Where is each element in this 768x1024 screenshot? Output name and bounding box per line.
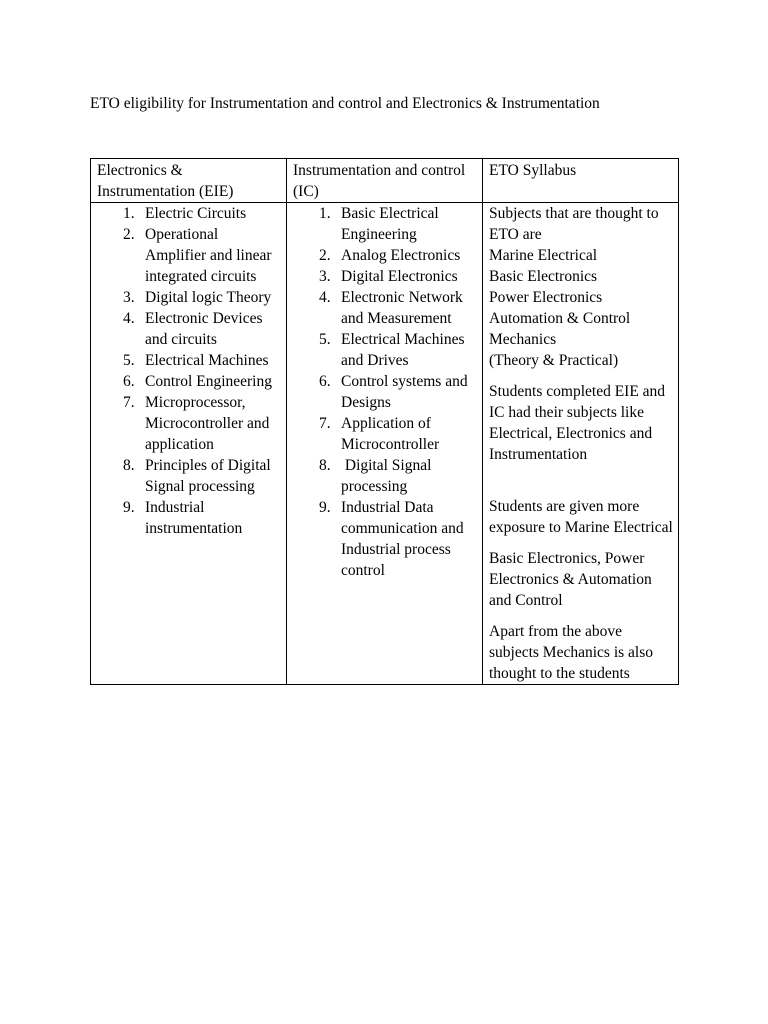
list-item — [123, 392, 282, 455]
list-number: 6. — [319, 373, 331, 390]
list-number: 5. — [319, 331, 331, 348]
subject-label: Digital Electronics — [341, 268, 458, 285]
eie-cell — [91, 203, 287, 685]
list-item — [123, 350, 282, 371]
eto-syllabus-cell — [483, 203, 679, 685]
list-item — [319, 266, 478, 287]
eto-subject-line: (Theory & Practical) — [489, 352, 619, 369]
list-number: 5. — [123, 352, 135, 369]
subject-label: Industrial Data communication and Industrial process control — [341, 499, 464, 579]
list-item — [123, 224, 282, 287]
list-number: 7. — [123, 394, 135, 411]
list-number: 7. — [319, 415, 331, 432]
eto-subject-line: Marine Electrical — [489, 247, 598, 264]
ic-subject-list — [293, 203, 478, 581]
list-number: 6. — [123, 373, 135, 390]
eto-subject-line: Automation & Control Mechanics — [489, 310, 631, 348]
list-number: 4. — [123, 310, 135, 327]
list-number: 9. — [123, 499, 135, 516]
subject-label: Electrical Machines and Drives — [341, 331, 465, 369]
subject-label: Electronic Network and Measurement — [341, 289, 463, 327]
page-title: ETO eligibility for Instrumentation and control and Electronics & Instrumentation — [90, 95, 600, 112]
list-number: 2. — [319, 247, 331, 264]
list-item — [123, 455, 282, 497]
list-item — [319, 497, 478, 581]
list-item — [123, 287, 282, 308]
subject-label: Control systems and Designs — [341, 373, 468, 411]
eto-basic-paragraph: Basic Electronics, Power Electronics & Automation and Control — [489, 550, 652, 609]
list-number: 3. — [123, 289, 135, 306]
header-ic: Instrumentation and control (IC) — [287, 159, 483, 203]
eto-subject-line: Power Electronics — [489, 289, 603, 306]
list-item — [123, 371, 282, 392]
eie-subject-list — [97, 203, 282, 539]
subject-label: Digital logic Theory — [145, 289, 272, 306]
list-number: 9. — [319, 499, 331, 516]
list-number: 8. — [123, 457, 135, 474]
list-number: 4. — [319, 289, 331, 306]
subject-label: Application of Microcontroller — [341, 415, 440, 453]
table-header-row — [91, 159, 679, 203]
subject-label: Control Engineering — [145, 373, 272, 390]
eligibility-table — [90, 158, 679, 685]
list-item — [319, 329, 478, 371]
list-item — [319, 245, 478, 266]
subject-label: Microprocessor, Microcontroller and application — [145, 394, 270, 453]
list-item — [319, 413, 478, 455]
list-item — [319, 455, 478, 497]
subject-label: Basic Electrical Engineering — [341, 205, 439, 243]
subject-label: Industrial instrumentation — [145, 499, 243, 537]
eto-intro-text: Subjects that are thought to ETO are — [489, 205, 659, 243]
list-item — [123, 308, 282, 350]
list-item — [319, 371, 478, 413]
list-item — [123, 497, 282, 539]
subject-label: Electric Circuits — [145, 205, 247, 222]
eto-completed-paragraph: Students completed EIE and IC had their subjects like Electrical, Electronics and Instrumentation — [489, 383, 666, 463]
list-number: 3. — [319, 268, 331, 285]
subject-label: Principles of Digital Signal processing — [145, 457, 271, 495]
eto-exposure-paragraph: Students are given more exposure to Marine Electrical — [489, 498, 673, 536]
subject-label: Operational Amplifier and linear integrated circuits — [145, 226, 272, 285]
table-row — [91, 203, 679, 685]
list-item — [319, 287, 478, 329]
header-eto-syllabus: ETO Syllabus — [483, 159, 679, 203]
list-number: 1. — [123, 205, 135, 222]
eto-apart-paragraph: Apart from the above subjects Mechanics is also thought to the students — [489, 623, 654, 682]
subject-label: Electrical Machines — [145, 352, 269, 369]
ic-cell — [287, 203, 483, 685]
subject-label: Digital Signal processing — [341, 457, 436, 495]
list-number: 8. — [319, 457, 331, 474]
list-item — [123, 203, 282, 224]
list-number: 1. — [319, 205, 331, 222]
subject-label: Analog Electronics — [341, 247, 461, 264]
list-item — [319, 203, 478, 245]
eto-subject-line: Basic Electronics — [489, 268, 598, 285]
list-number: 2. — [123, 226, 135, 243]
header-eie: Electronics & Instrumentation (EIE) — [91, 159, 287, 203]
subject-label: Electronic Devices and circuits — [145, 310, 263, 348]
